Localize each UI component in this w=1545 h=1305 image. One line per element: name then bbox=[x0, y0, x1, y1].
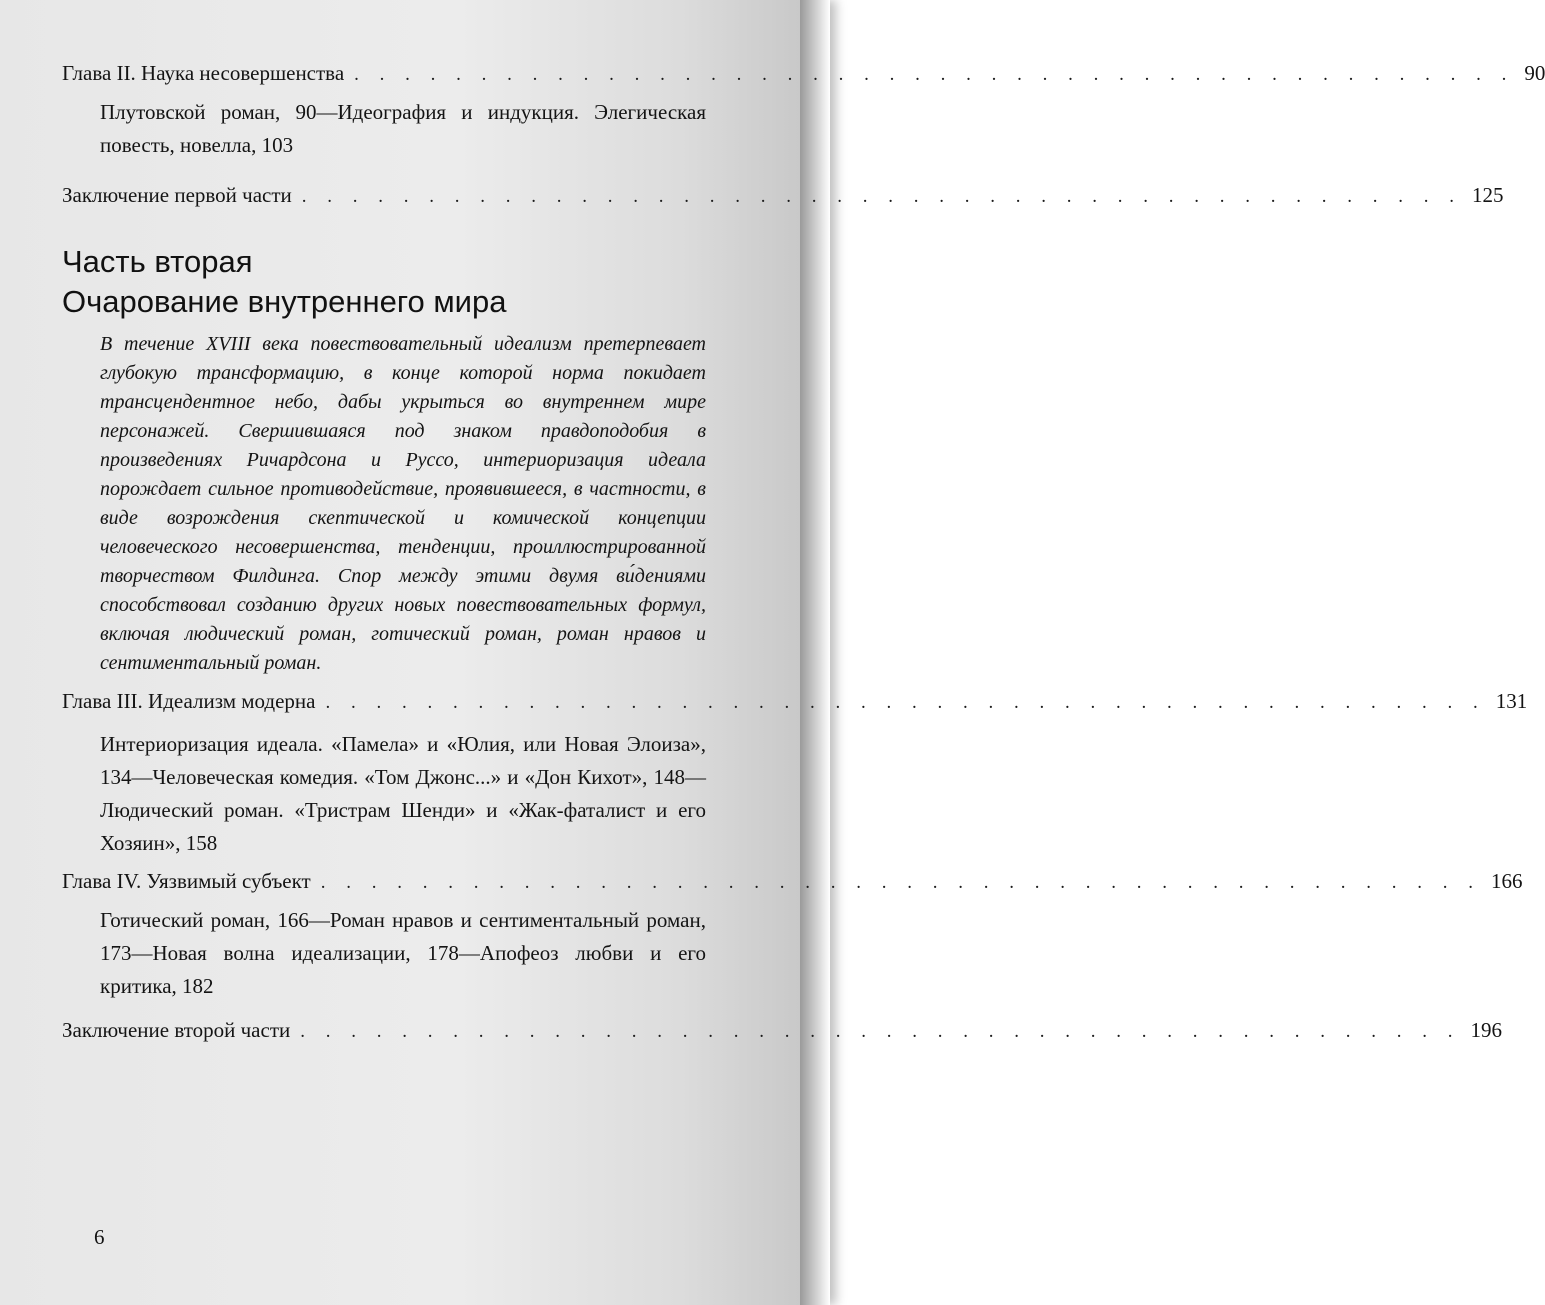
toc-entry-title: Глава IV. Уязвимый субъект bbox=[62, 869, 311, 893]
toc-entry-page: 125 bbox=[1472, 183, 1504, 207]
dot-leader: . . . . . . . . . . . . . . . . . . . . . . . . . . . . . . . . . . . . . . . . . . . . . . bbox=[301, 186, 1463, 207]
page-number: 6 bbox=[94, 1225, 105, 1249]
part-subheading: Очарование внутреннего мира bbox=[62, 284, 507, 319]
toc-entry-title: Глава II. Наука несовершенства bbox=[62, 61, 345, 85]
toc-entry-chapter-3[interactable] bbox=[62, 686, 1528, 716]
toc-entry-description: Готический роман, 166—Роман нравов и сентиментальный роман, 173—Новая волна идеализации, 178—Апофеоз любви и его критика, 182 bbox=[100, 908, 706, 998]
toc-entry-conclusion-part-1[interactable] bbox=[62, 180, 1504, 210]
toc-entry-page: 90 bbox=[1524, 61, 1545, 85]
dot-leader: . . . . . . . . . . . . . . . . . . . . . . . . . . . . . . . . . . . . . . . . . . . . . . bbox=[354, 64, 1515, 85]
toc-entry-description: Интериоризация идеала. «Памела» и «Юлия, или Новая Элоиза», 134—Человеческая комедия. «Том Джонс...» и «Дон Кихот», 148—Людический роман. «Тристрам Шенди» и «Жак-фаталист и его Хозяин», 158 bbox=[100, 732, 706, 855]
toc-entry-description: Плутовской роман, 90—Идеография и индукция. Элегическая повесть, новелла, 103 bbox=[100, 100, 706, 157]
part-abstract: В течение XVIII века повествовательный идеализм претерпевает глубокую трансформацию, в конце которой норма покидает трансцендентное небо, дабы укрыться во внутреннем мире персонажей. Свершившаяся под знаком правдоподобия в произведениях Ричардсона и Руссо, интериоризация идеала порождает сильное противодействие, проявившееся, в частности, в виде возрождения скептической и комической концепции человеческого несовершенства, тенденции, проиллюстрированной творчеством Филдинга. Спор между этими двумя ви́дениями способствовал созданию других новых повествовательных формул, включая людический роман, готический роман, роман нравов и сентиментальный роман. bbox=[100, 333, 706, 674]
toc-entry-chapter-2[interactable] bbox=[62, 58, 1545, 88]
dot-leader: . . . . . . . . . . . . . . . . . . . . . . . . . . . . . . . . . . . . . . . . . . . . . . bbox=[325, 692, 1486, 713]
toc-entry-title: Заключение второй части bbox=[62, 1018, 291, 1042]
toc-entry-page: 196 bbox=[1470, 1018, 1502, 1042]
toc-entry-conclusion-part-2[interactable] bbox=[62, 1015, 1502, 1045]
toc-entry-page: 131 bbox=[1495, 689, 1528, 713]
toc-entry-page: 166 bbox=[1490, 869, 1523, 893]
toc-entry-title: Глава III. Идеализм модерна bbox=[62, 689, 316, 713]
toc-entry-title: Заключение первой части bbox=[62, 183, 292, 207]
dot-leader: . . . . . . . . . . . . . . . . . . . . . . . . . . . . . . . . . . . . . . . . . . . . . . bbox=[320, 872, 1481, 893]
part-heading: Часть вторая bbox=[62, 244, 253, 279]
dot-leader: . . . . . . . . . . . . . . . . . . . . . . . . . . . . . . . . . . . . . . . . . . . . . . bbox=[300, 1021, 1461, 1042]
toc-entry-chapter-4[interactable] bbox=[62, 866, 1523, 896]
